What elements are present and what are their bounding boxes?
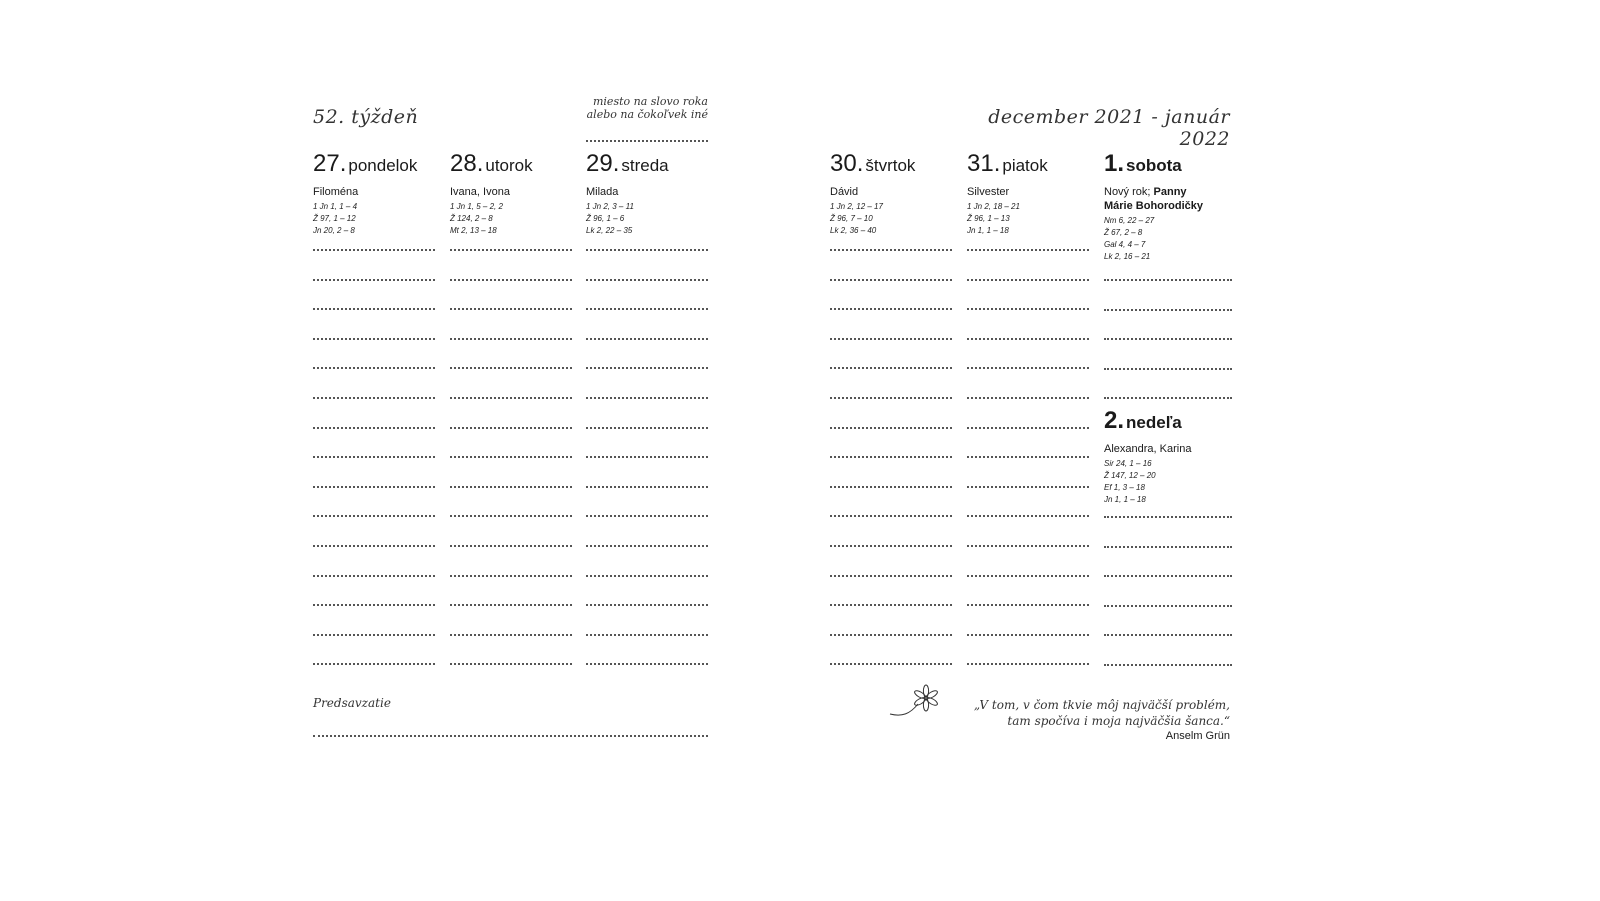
writing-line[interactable] bbox=[450, 575, 572, 577]
writing-line[interactable] bbox=[450, 338, 572, 340]
writing-line[interactable] bbox=[830, 427, 952, 429]
day-heading bbox=[313, 150, 435, 178]
quote bbox=[930, 697, 1230, 729]
writing-line[interactable] bbox=[830, 515, 952, 517]
reading: Lk 2, 22 – 35 bbox=[586, 226, 633, 235]
reading: Mt 2, 13 – 18 bbox=[450, 226, 497, 235]
reading: 1 Jn 2, 18 – 21 bbox=[967, 202, 1020, 211]
quote-line-2: tam spočíva i moja najväčšia šanca.“ bbox=[1007, 714, 1230, 728]
day-thursday bbox=[830, 150, 952, 237]
day-monday bbox=[313, 150, 435, 237]
day-number: 28. bbox=[450, 150, 484, 177]
name-day: Ivana, Ivona bbox=[450, 186, 510, 198]
writing-line[interactable] bbox=[1104, 309, 1232, 311]
writing-line[interactable] bbox=[586, 604, 708, 606]
day-number: 30. bbox=[830, 150, 864, 177]
writing-line[interactable] bbox=[450, 545, 572, 547]
writing-line[interactable] bbox=[967, 575, 1089, 577]
writing-line[interactable] bbox=[586, 397, 708, 399]
writing-line[interactable] bbox=[450, 249, 572, 251]
writing-line[interactable] bbox=[830, 249, 952, 251]
day-number: 1. bbox=[1104, 150, 1125, 177]
day-heading bbox=[1104, 150, 1232, 178]
motto-line-1: miesto na slovo roka bbox=[592, 95, 708, 108]
writing-line[interactable] bbox=[830, 397, 952, 399]
motto-line-2: alebo na čokoľvek iné bbox=[586, 108, 708, 121]
day-name: piatok bbox=[1002, 156, 1048, 175]
writing-line[interactable] bbox=[967, 338, 1089, 340]
month-range: december 2021 - január 2022 bbox=[988, 106, 1230, 150]
readings bbox=[450, 201, 572, 237]
reading: Jn 1, 1 – 18 bbox=[967, 226, 1009, 235]
name-day-plain: Nový rok; bbox=[1104, 186, 1154, 198]
writing-line[interactable] bbox=[450, 427, 572, 429]
feast-title-cont: Márie Bohorodičky bbox=[1104, 200, 1204, 212]
day-tuesday bbox=[450, 150, 572, 237]
writing-line[interactable] bbox=[450, 456, 572, 458]
writing-line[interactable] bbox=[586, 427, 708, 429]
writing-line[interactable] bbox=[830, 575, 952, 577]
day-number: 31. bbox=[967, 150, 1001, 177]
writing-line[interactable] bbox=[450, 663, 572, 665]
writing-line[interactable] bbox=[1104, 279, 1232, 281]
day-name: utorok bbox=[485, 156, 533, 175]
readings bbox=[1104, 215, 1232, 263]
writing-line[interactable] bbox=[313, 515, 435, 517]
writing-line[interactable] bbox=[830, 367, 952, 369]
name-day: Milada bbox=[586, 186, 619, 198]
day-number: 27. bbox=[313, 150, 347, 177]
writing-line[interactable] bbox=[1104, 368, 1232, 370]
writing-line[interactable] bbox=[450, 486, 572, 488]
motto-note bbox=[568, 95, 708, 121]
writing-line[interactable] bbox=[967, 456, 1089, 458]
writing-line[interactable] bbox=[967, 634, 1089, 636]
writing-line[interactable] bbox=[967, 397, 1089, 399]
writing-line[interactable] bbox=[586, 279, 708, 281]
writing-line[interactable] bbox=[313, 663, 435, 665]
motto-line[interactable] bbox=[586, 140, 708, 142]
reading: 1 Jn 1, 5 – 2, 2 bbox=[450, 202, 503, 211]
writing-line[interactable] bbox=[967, 663, 1089, 665]
writing-line[interactable] bbox=[450, 367, 572, 369]
writing-line[interactable] bbox=[586, 338, 708, 340]
reading: Jn 20, 2 – 8 bbox=[313, 226, 355, 235]
writing-line[interactable] bbox=[313, 397, 435, 399]
quote-author: Anselm Grün bbox=[1165, 730, 1230, 742]
reading: 1 Jn 2, 3 – 11 bbox=[586, 202, 634, 211]
day-name: štvrtok bbox=[865, 156, 916, 175]
writing-line[interactable] bbox=[830, 545, 952, 547]
reading: Ž 67, 2 – 8 bbox=[1104, 228, 1143, 237]
name-day: Dávid bbox=[830, 186, 859, 198]
readings bbox=[967, 201, 1089, 237]
writing-line[interactable] bbox=[1104, 664, 1232, 666]
writing-line[interactable] bbox=[1104, 338, 1232, 340]
resolution-line[interactable] bbox=[313, 735, 708, 737]
writing-line[interactable] bbox=[1104, 634, 1232, 636]
writing-line[interactable] bbox=[450, 397, 572, 399]
day-heading bbox=[967, 150, 1089, 178]
writing-line[interactable] bbox=[1104, 397, 1232, 399]
writing-line[interactable] bbox=[967, 279, 1089, 281]
writing-line[interactable] bbox=[586, 367, 708, 369]
day-heading bbox=[450, 150, 572, 178]
readings bbox=[1104, 458, 1232, 506]
writing-line[interactable] bbox=[1104, 605, 1232, 607]
reading: Ž 97, 1 – 12 bbox=[313, 214, 356, 223]
week-label: 52. týždeň bbox=[313, 106, 419, 128]
writing-line[interactable] bbox=[967, 604, 1089, 606]
day-sunday bbox=[1104, 407, 1232, 506]
writing-line[interactable] bbox=[967, 545, 1089, 547]
name-day: Filoména bbox=[313, 186, 359, 198]
writing-line[interactable] bbox=[313, 575, 435, 577]
writing-line[interactable] bbox=[450, 308, 572, 310]
readings bbox=[313, 201, 435, 237]
reading: Lk 2, 16 – 21 bbox=[1104, 252, 1151, 261]
reading: Ef 1, 3 – 18 bbox=[1104, 483, 1145, 492]
day-heading bbox=[586, 150, 708, 178]
writing-line[interactable] bbox=[313, 545, 435, 547]
writing-line[interactable] bbox=[830, 663, 952, 665]
writing-line[interactable] bbox=[450, 279, 572, 281]
writing-line[interactable] bbox=[830, 279, 952, 281]
reading: Ž 124, 2 – 8 bbox=[450, 214, 493, 223]
writing-line[interactable] bbox=[313, 249, 435, 251]
writing-line[interactable] bbox=[967, 367, 1089, 369]
writing-line[interactable] bbox=[313, 604, 435, 606]
writing-line[interactable] bbox=[967, 486, 1089, 488]
day-number: 2. bbox=[1104, 407, 1125, 434]
writing-line[interactable] bbox=[1104, 516, 1232, 518]
writing-line[interactable] bbox=[586, 308, 708, 310]
writing-line[interactable] bbox=[586, 515, 708, 517]
day-wednesday bbox=[586, 150, 708, 237]
name-day bbox=[1104, 185, 1232, 213]
reading: Lk 2, 36 – 40 bbox=[830, 226, 877, 235]
writing-line[interactable] bbox=[313, 427, 435, 429]
writing-line[interactable] bbox=[586, 663, 708, 665]
reading: Nm 6, 22 – 27 bbox=[1104, 216, 1155, 225]
writing-line[interactable] bbox=[967, 515, 1089, 517]
writing-line[interactable] bbox=[586, 486, 708, 488]
day-number: 29. bbox=[586, 150, 620, 177]
reading: Sir 24, 1 – 16 bbox=[1104, 459, 1152, 468]
writing-line[interactable] bbox=[967, 427, 1089, 429]
writing-line[interactable] bbox=[313, 279, 435, 281]
writing-line[interactable] bbox=[313, 456, 435, 458]
resolution-label: Predsavzatie bbox=[313, 696, 391, 710]
writing-line[interactable] bbox=[830, 604, 952, 606]
writing-line[interactable] bbox=[967, 249, 1089, 251]
writing-line[interactable] bbox=[1104, 546, 1232, 548]
writing-line[interactable] bbox=[313, 308, 435, 310]
writing-line[interactable] bbox=[313, 634, 435, 636]
writing-line[interactable] bbox=[586, 575, 708, 577]
writing-line[interactable] bbox=[830, 486, 952, 488]
writing-line[interactable] bbox=[830, 308, 952, 310]
writing-line[interactable] bbox=[586, 634, 708, 636]
reading: Jn 1, 1 – 18 bbox=[1104, 495, 1146, 504]
writing-line[interactable] bbox=[450, 634, 572, 636]
day-heading bbox=[830, 150, 952, 178]
feast-title: Panny bbox=[1153, 186, 1187, 198]
day-name: sobota bbox=[1126, 156, 1182, 175]
reading: Ž 96, 1 – 13 bbox=[967, 214, 1010, 223]
writing-line[interactable] bbox=[1104, 575, 1232, 577]
reading: Ž 96, 7 – 10 bbox=[830, 214, 873, 223]
day-heading bbox=[1104, 407, 1232, 435]
writing-line[interactable] bbox=[313, 486, 435, 488]
day-name: nedeľa bbox=[1126, 413, 1182, 432]
name-day: Silvester bbox=[967, 186, 1010, 198]
writing-line[interactable] bbox=[830, 338, 952, 340]
writing-line[interactable] bbox=[586, 545, 708, 547]
reading: Gal 4, 4 – 7 bbox=[1104, 240, 1146, 249]
day-name: streda bbox=[621, 156, 669, 175]
writing-line[interactable] bbox=[450, 515, 572, 517]
readings bbox=[830, 201, 952, 237]
writing-line[interactable] bbox=[450, 604, 572, 606]
day-friday bbox=[967, 150, 1089, 237]
day-saturday bbox=[1104, 150, 1232, 263]
writing-line[interactable] bbox=[586, 456, 708, 458]
reading: 1 Jn 1, 1 – 4 bbox=[313, 202, 358, 211]
writing-line[interactable] bbox=[830, 456, 952, 458]
readings bbox=[586, 201, 708, 237]
quote-line-1: „V tom, v čom tkvie môj najväčší problém, bbox=[973, 698, 1230, 712]
writing-line[interactable] bbox=[313, 367, 435, 369]
writing-line[interactable] bbox=[313, 338, 435, 340]
reading: Ž 96, 1 – 6 bbox=[586, 214, 625, 223]
reading: 1 Jn 2, 12 – 17 bbox=[830, 202, 883, 211]
name-day: Alexandra, Karina bbox=[1104, 443, 1192, 455]
writing-line[interactable] bbox=[967, 308, 1089, 310]
reading: Ž 147, 12 – 20 bbox=[1104, 471, 1156, 480]
writing-line[interactable] bbox=[586, 249, 708, 251]
writing-line[interactable] bbox=[830, 634, 952, 636]
day-name: pondelok bbox=[348, 156, 418, 175]
